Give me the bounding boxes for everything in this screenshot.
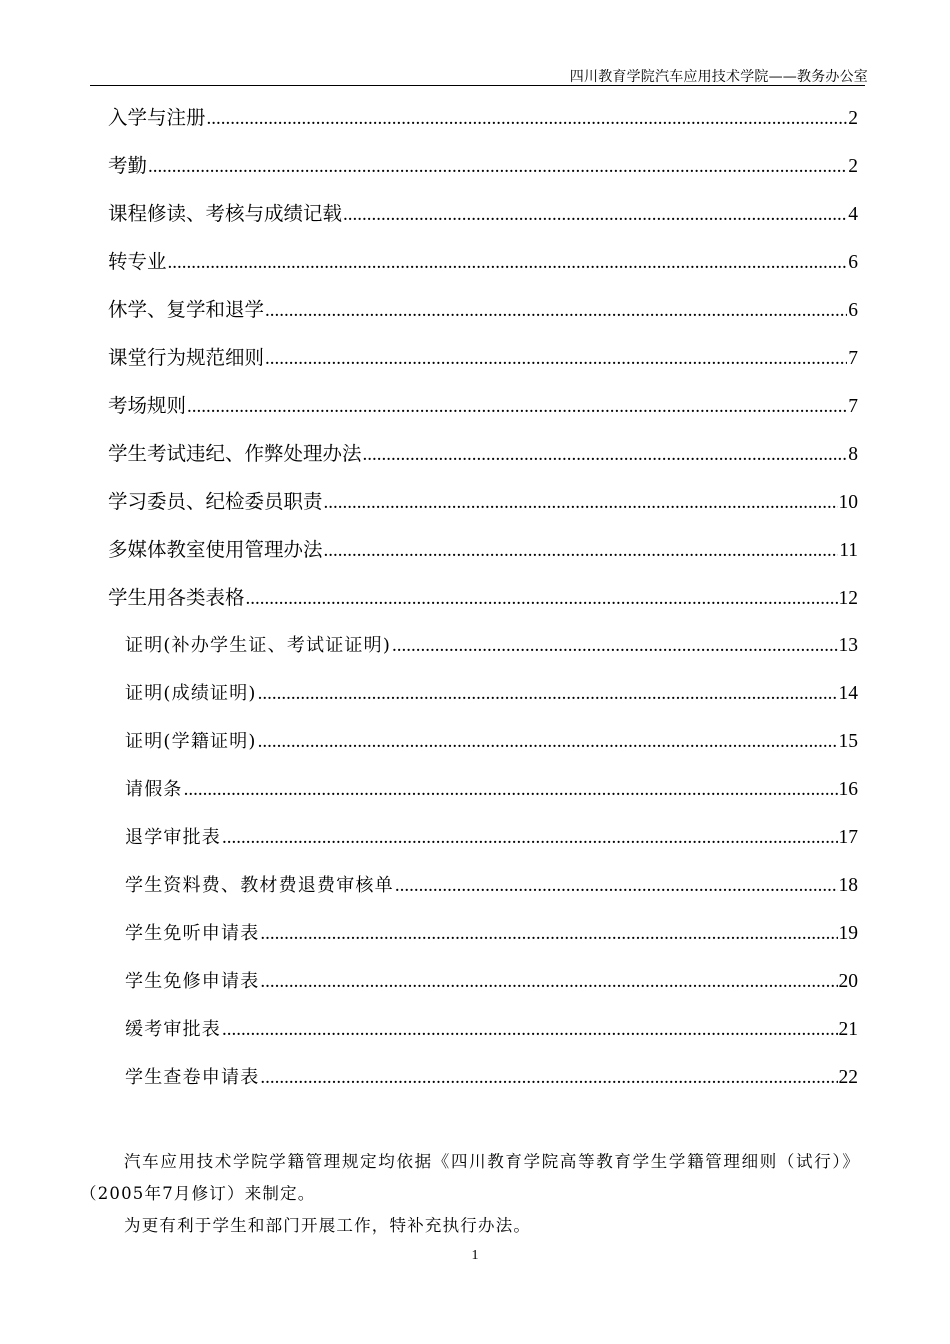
- toc-entry-title: 多媒体教室使用管理办法: [108, 538, 323, 561]
- toc-entry[interactable]: [108, 105, 858, 131]
- toc-sub-entry-page: 22: [838, 1067, 858, 1088]
- toc-sub-entry[interactable]: [125, 633, 858, 659]
- toc-entry[interactable]: [108, 297, 858, 323]
- toc-sub-entry-title: 学生免修申请表: [125, 971, 260, 992]
- toc-entry-page: 12: [838, 588, 858, 609]
- toc-dot-leader: [392, 633, 837, 659]
- toc-dot-leader: [184, 777, 838, 803]
- toc-dot-leader: [222, 1017, 838, 1043]
- toc-dot-leader: [265, 346, 847, 372]
- toc-entry[interactable]: [108, 345, 858, 371]
- toc-sub-entry-title: 学生查卷申请表: [125, 1067, 260, 1088]
- toc-dot-leader: [148, 154, 847, 180]
- toc-dot-leader: [343, 202, 847, 228]
- supplement-paragraph: 为更有利于学生和部门开展工作，特补充执行办法。: [124, 1216, 532, 1235]
- toc-sub-entry-page: 19: [838, 923, 858, 944]
- toc-entry-title: 学生考试违纪、作弊处理办法: [108, 442, 362, 465]
- toc-entry-title: 转专业: [108, 250, 167, 273]
- toc-dot-leader: [258, 729, 838, 755]
- toc-sub-entry[interactable]: [125, 1017, 858, 1043]
- toc-dot-leader: [324, 490, 838, 516]
- toc-sub-entry-page: 17: [838, 827, 858, 848]
- toc-sub-entry-title: 证明(学籍证明): [125, 731, 257, 752]
- toc-sub-entry-title: 证明(补办学生证、考试证证明): [125, 635, 392, 656]
- toc-entry-title: 考场规则: [108, 394, 187, 417]
- toc-dot-leader: [363, 442, 848, 468]
- toc-entry[interactable]: [108, 201, 858, 227]
- toc-entry-page: 7: [848, 348, 858, 369]
- toc-sub-entry-page: 15: [838, 731, 858, 752]
- toc-dot-leader: [265, 298, 847, 324]
- toc-sub-entry[interactable]: [125, 969, 858, 995]
- toc-entry[interactable]: [108, 153, 858, 179]
- toc-sub-entry[interactable]: [125, 777, 858, 803]
- toc-dot-leader: [222, 825, 838, 851]
- toc-sub-entry-page: 18: [838, 875, 858, 896]
- toc-dot-leader: [260, 921, 837, 947]
- toc-entry[interactable]: [108, 489, 858, 515]
- toc-entry-title: 课程修读、考核与成绩记载: [108, 202, 343, 225]
- toc-sub-entry-title: 缓考审批表: [125, 1019, 221, 1040]
- toc-entry-title: 休学、复学和退学: [108, 298, 265, 321]
- toc-entry[interactable]: [108, 441, 858, 467]
- toc-sub-entry[interactable]: [125, 681, 858, 707]
- toc-dot-leader: [168, 250, 848, 276]
- toc-sub-entry-page: 20: [838, 971, 858, 992]
- toc-entry-title: 学习委员、纪检委员职责: [108, 490, 323, 513]
- toc-sub-entry-title: 退学审批表: [125, 827, 221, 848]
- toc-entry[interactable]: [108, 537, 858, 563]
- toc-entry-page: 7: [848, 396, 858, 417]
- header-rule: [90, 85, 865, 86]
- toc-sub-entry[interactable]: [125, 729, 858, 755]
- toc-entry[interactable]: [108, 393, 858, 419]
- toc-entry-title: 入学与注册: [108, 106, 206, 129]
- toc-sub-entry-title: 请假条: [125, 779, 183, 800]
- toc-sub-entry[interactable]: [125, 873, 858, 899]
- toc-sub-entry-page: 16: [838, 779, 858, 800]
- toc-entry-page: 8: [848, 444, 858, 465]
- toc-entry-title: 课堂行为规范细则: [108, 346, 265, 369]
- toc-entry[interactable]: [108, 249, 858, 275]
- toc-dot-leader: [207, 106, 848, 132]
- toc-entry-page: 2: [848, 108, 858, 129]
- toc-entry-page: 11: [839, 540, 858, 561]
- toc-sub-entry-page: 13: [838, 635, 858, 656]
- toc-dot-leader: [246, 586, 838, 612]
- running-header: 四川教育学院汽车应用技术学院——教务办公室: [569, 69, 868, 85]
- toc-sub-entry-page: 14: [838, 683, 858, 704]
- toc-dot-leader: [258, 681, 838, 707]
- toc-sub-entry-title: 学生资料费、教材费退费审核单: [125, 875, 394, 896]
- toc-dot-leader: [395, 873, 838, 899]
- toc-entry-page: 6: [848, 252, 858, 273]
- toc-entry-page: 2: [848, 156, 858, 177]
- page-number: 1: [471, 1248, 479, 1263]
- intro-paragraph: 汽车应用技术学院学籍管理规定均依据《四川教育学院高等教育学生学籍管理细则（试行）》（2005年7月修订）来制定。: [80, 1152, 860, 1203]
- toc-dot-leader: [260, 969, 837, 995]
- toc-sub-entry-title: 证明(成绩证明): [125, 683, 257, 704]
- toc-dot-leader: [187, 394, 847, 420]
- toc-entry-page: 6: [848, 300, 858, 321]
- toc-sub-entry-page: 21: [838, 1019, 858, 1040]
- toc-sub-entry[interactable]: [125, 825, 858, 851]
- toc-sub-entry[interactable]: [125, 1065, 858, 1091]
- toc-entry[interactable]: [108, 585, 858, 611]
- toc-sub-entry-title: 学生免听申请表: [125, 923, 260, 944]
- toc-sub-entry[interactable]: [125, 921, 858, 947]
- toc-entry-page: 4: [848, 204, 858, 225]
- toc-entry-page: 10: [838, 492, 858, 513]
- toc-dot-leader: [324, 538, 839, 564]
- toc-entry-title: 考勤: [108, 154, 148, 177]
- toc-entry-title: 学生用各类表格: [108, 586, 245, 609]
- toc-dot-leader: [260, 1065, 837, 1091]
